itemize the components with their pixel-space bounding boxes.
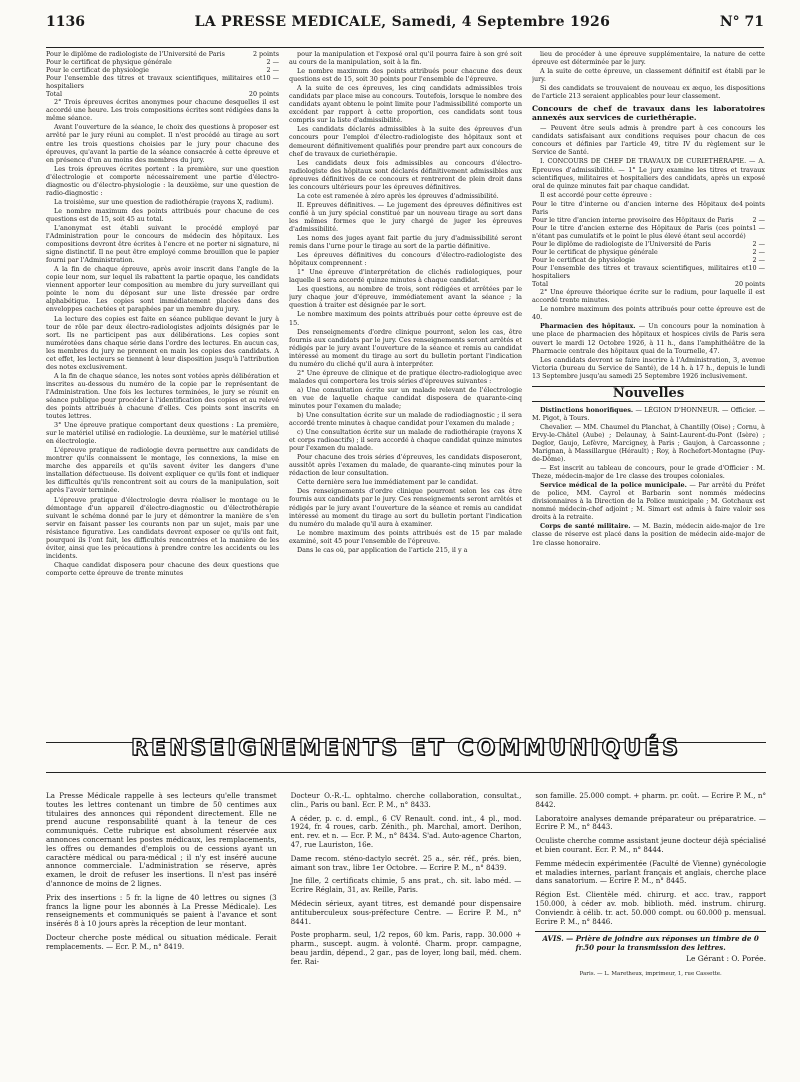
renseignements-title: RENSEIGNEMENTS ET COMMUNIQUÉS [130, 736, 681, 761]
points-value: 2 points [252, 50, 279, 58]
classifieds-column-1 [46, 792, 277, 1070]
classifieds-column-2 [291, 792, 522, 1070]
points-row [46, 50, 279, 58]
article-paragraph: Avant l'ouverture de la séance, le choix des questions à proposer est arrêté par le jury réuni au complet. Il n'est procédé au tirage au sort entre les trois questions choisies par le jury pour chacune des épreuves, qu'avant la partie de la séance consacrée à cette épreuve et en présence d'un au moins des membres du jury. [46, 123, 279, 164]
article-paragraph: Le nombre maximum des points attribués est de 15 par malade examiné, soit 45 pour l'ensemble de l'épreuve. [289, 528, 522, 545]
article-paragraph: Le nombre maximum des points attribués pour cette épreuve est de 40. [532, 305, 765, 322]
points-row [46, 58, 279, 66]
article-paragraph: Les épreuves définitives du concours d'électro-radiologiste des hôpitaux comprennent : [289, 251, 522, 268]
classified-ad: Poste propharm. seul, 1/2 repos, 60 km. Paris, rapp. 30.000 + pharm., suscept. augm. à volonté. Charm. propr. campagne, beau jardin, dépend., 2 gar., pas de loyer, long bail, méd. chem. fer. Rai- [290, 930, 522, 966]
points-label: Pour le diplôme de radiologiste de l'Université de Paris [532, 239, 711, 248]
article-paragraph: Les questions, au nombre de trois, sont rédigées et arrêtées par le jury chaque jour d'épreuve, immédiatement avant la séance ; la question à traiter est désignée par le sort. [289, 285, 522, 310]
distinctions-text-2: Chevalier. — MM. Chaumel du Planchat, à Chantilly (Oise) ; Cornu, à Ervy-le-Châtel (Aube) ; Delaunay, à Saint-Laurent-du-Pont (Isère) ; Deglor, Gaujo, Lefèvre, Marcigney, à Paris ; Gaujon, à Carcassonne ; Marignan, à Massillargue (Hérault) ; Roy, à Rochefort-Montagne (Puy-de-Dôme). [532, 422, 765, 464]
printer-line: Paris. — L. Maretheux, imprimeur, 1, rue Cassette. [579, 970, 722, 977]
distinctions-text: — LÉGION D'HONNEUR. — Officier. — M. Pigot, à Tours. [532, 405, 765, 422]
points-row [532, 256, 765, 264]
article-paragraph: Cette dernière sera lue immédiatement par le candidat. [297, 478, 479, 487]
sante-text: — M. Bazin, médecin aide-major de 1re classe de réserve est placé dans la position de médecin aide-major de 1re classe honoraire. [532, 522, 765, 547]
article-paragraph: A la suite de ces épreuves, les cinq candidats admissibles trois candidats par place mise au concours. Toutefois, lorsque le nombre des candidats ayant obtenu le point limite pour l'admissibilité comporte un excédent par rapport à cette proportion, ces candidats sont tous compris sur la liste d'admissibilité. [289, 84, 522, 125]
article-paragraph: Les trois épreuves écrites portent : la première, sur une question d'électrologie et comporte nécessairement une partie d'électro-diagnostic ou d'électro-physiologie : la deuxième, sur une question de radio-diagnostic : [46, 164, 279, 197]
article-paragraph: I. CONCOURS DE CHEF DE TRAVAUX DE CURIETHÉRAPIE. — A. Epreuves d'admissibilité. — 1° Le jury examine les titres et travaux scientifiques, militaires et hospitaliers des candidats, après un exposé oral de quinze minutes fait par chaque candidat. [532, 157, 765, 190]
article-paragraph: L'anonymat est établi suivant le procédé employé par l'Administration pour le concours de médecin des hôpitaux. Les compositions devront être écrites à l'encre et ne porter ni signature, ni signe distinctif. Il ne peut être employé comme brouillon que le papier fourni par l'Administration. [46, 223, 279, 265]
points-value: 10 — [262, 74, 279, 83]
pharmacien-heading: Pharmacien des hôpitaux. [540, 322, 636, 331]
article-paragraph: A la fin de chaque épreuve, après avoir inscrit dans l'angle de la copie leur nom, sur lequel ils rabattent la partie opaque, les candidats viennent apporter leur composition au membre du jury surveillant qui pointe le nom du déposant sur une liste dressée par ordre alphabétique. Les copies sont immédiatement placées dans des enveloppes cachetées et paraphées par un membre du jury. [46, 265, 279, 314]
classified-ad: Région Est. Clientèle méd. chirurg. et acc. trav., rapport 150.000, à céder av. mob. biblioth. méd. instrum. chirurg. Conviendr. à célib. tr. act. 50.000 compt. ou 60.000 p. mensual. Ecrire P. M., n° 8446. [535, 890, 766, 926]
points-label: Pour le certificat de physique générale [46, 58, 172, 67]
points-label: Pour le titre d'ancien interne provisoire des Hôpitaux de Paris [532, 215, 734, 224]
article-paragraph: Chaque candidat disposera pour chacune des deux questions que comporte cette épreuve de trente minutes [46, 560, 279, 577]
page-number: 1136 [46, 14, 85, 30]
points-label: Total [46, 90, 63, 99]
classified-ad: A céder, p. c. d. empl., 6 CV Renault. cond. int., 4 pl., mod. 1924, fr. 4 roues, carb. Zénith., ph. Marchal, amort. Derihon, ent. rev. et n. — Ecr. P. M., n° 8434. S'ad. Auto-agence Charton, 47, rue Lauriston, 16e. [290, 813, 522, 849]
points-value: 2 — [266, 66, 279, 75]
article-paragraph: lieu de procéder à une épreuve supplémentaire, la nature de cette épreuve est déterminée par le jury. [532, 50, 765, 67]
points-label: Total [532, 280, 549, 289]
article-paragraph: La troisième, sur une question de radiothérapie (rayons X, radium). [54, 197, 274, 206]
page-header [46, 14, 764, 48]
gerant-signature: Le Gérant : O. Porée. [686, 953, 766, 963]
column-1 [46, 50, 279, 740]
article-paragraph: Si des candidats se trouvaient de nouveau ex æquo, les dispositions de l'article 213 seraient applicables pour leur classement. [532, 84, 765, 101]
article-paragraph: Les candidats deux fois admissibles au concours d'électro-radiologiste des hôpitaux sont déclarés définitivement admissibles aux épreuves définitives de ce concours et rentreront de plein droit dans les concours ultérieurs pour les épreuves définitives. [289, 158, 522, 191]
upper-columns [46, 50, 766, 740]
column-2 [289, 50, 522, 740]
nouvelles-title: Nouvelles [532, 386, 765, 402]
article-paragraph: Dans le cas où, par application de l'article 215, il y a [297, 545, 468, 554]
article-paragraph: pour la manipulation et l'exposé oral qu'il pourra faire à son gré soit au cours de la manipulation, soit à la fin. [289, 50, 522, 67]
points-value: 20 points [248, 90, 279, 99]
article-paragraph: Des renseignements d'ordre clinique pourront, selon les cas, être fournis aux candidats par le jury. Ces renseignements seront arrêtés et rédigés par le jury avant l'ouverture de la séance et remis au candidat intéressé au moment du tirage au sort du bulletin portant l'indication du numéro du cliché qu'il aura à interpréter. [289, 327, 522, 368]
points-label: Pour le certificat de physiologie [46, 66, 149, 75]
points-value: 2 — [752, 256, 765, 265]
points-row [532, 280, 765, 288]
article-paragraph: b) Une consultation écrite sur un malade de radiodiagnostic ; il sera accordé trente minutes à chaque candidat pour l'examen du malade ; [289, 411, 522, 428]
classified-ad: Jne fille, 2 certificats chimie, 5 ans prat., ch. sit. labo méd. — Ecrire Réglain, 31, av. Reille, Paris. [290, 876, 522, 895]
article-paragraph: L'épreuve pratique de radiologie devra permettre aux candidats de montrer qu'ils connaissent le montage, les connexions, la mise en marche des appareils et qu'ils savent éviter les dangers d'une installation défectueuse. Ils doivent expliquer ce qu'ils font et indiquer les difficultés qu'ils rencontrent soit au cours de la manipulation, soit après l'avoir terminée. [46, 446, 279, 495]
points-row [532, 200, 765, 216]
article-paragraph: A la suite de cette épreuve, un classement définitif est établi par le jury. [532, 67, 765, 84]
article-paragraph: 1° Une épreuve d'interprétation de clichés radiologiques, pour laquelle il sera accordé quinze minutes à chaque candidat. [289, 268, 522, 285]
section-divider-2 [46, 772, 766, 773]
classified-ad: Médecin sérieux, ayant titres, est demandé pour dispensaire antituberculeux sous-préfecture Centre. — Ecrire P. M., n° 8441. [290, 898, 522, 926]
points-row [46, 66, 279, 74]
classifieds-column-3 [535, 792, 766, 1070]
points-value: 4 points [738, 199, 765, 208]
points-label: Pour le certificat de physiologie [532, 256, 635, 265]
article-paragraph: 2° Une épreuve théorique écrite sur le radium, pour laquelle il est accordé trente minutes. [532, 288, 765, 305]
article-paragraph: La lecture des copies est faite en séance publique devant le jury à tour de rôle par deux électro-radiologistes adjoints désignés par le sort. Ils ne participent pas aux délibérations. Les copies sont numérotées dans chaque série dans l'ordre des lectures. En aucun cas, les membres du jury ne prennent en main les copies des candidats. A cet effet, les lecteurs se tiennent à leur disposition jusqu'à l'attribution des notes exclusivement. [46, 314, 279, 371]
concours-heading: Concours de chef de travaux dans les laboratoires annexés aux services de curiethérapie. [532, 104, 765, 123]
article-paragraph: L'épreuve pratique d'électrologie devra réaliser le montage ou le démontage d'un appareil d'électro-diagnostic ou d'électrothérapie suivant le schéma donné par le jury et démontrer la manière de s'en servir en faisant passer les courants non par un sujet, mais par une résistance figurative. Les candidats devront exposer ce qu'ils ont fait, pourquoi ils l'ont fait, les difficultés rencontrées et la manière de les éviter, ainsi que les précautions à prendre contre les accidents ou les incidents. [46, 495, 279, 560]
classified-ad: Femme médecin expérimentée (Faculté de Vienne) gynécologie et maladies internes, parlant français et anglais, cherche place dans sanatorium. — Ecrire P. M., n° 8445. [535, 858, 766, 886]
classified-ad: Laboratoire analyses demande préparateur ou préparatrice. — Ecrire P. M., n° 8443. [535, 813, 766, 832]
points-label: Pour l'ensemble des titres et travaux scientifiques, militaires et hospitaliers [46, 74, 263, 91]
points-label: Pour le titre d'ancien externe des Hôpitaux de Paris (ces points n'étant pas cumulatifs et le point le plus élevé étant seul accordé) [532, 223, 753, 240]
classified-ad: La Presse Médicale rappelle à ses lecteurs qu'elle transmet toutes les lettres contenant un timbre de 50 centimes aux titulaires des annonces qui répondent directement. Elle ne prend aucune responsabilité quant à la teneur de ces communiqués. Cette rubrique est absolument réservée aux annonces concernant les postes médicaux, les remplacements, les offres ou demandes d'emplois ou de cessions ayant un caractère médical ou para-médical ; il n'y est inséré aucune annonce commerciale. L'administration se réserve, après examen, le droit de refuser les insertions. Il n'est pas inséré d'annonce de moins de 2 lignes. [46, 792, 277, 888]
avis-notice: AVIS. — Prière de joindre aux réponses un timbre de 0 fr.50 pour la transmission des lettres. [535, 931, 766, 953]
article-paragraph: Le nombre maximum des points attribués pour cette épreuve est de 15. [289, 310, 522, 327]
pharmacien-text: — Un concours pour la nomination à une place de pharmacien des hôpitaux et hospices civils de Paris sera ouvert le mardi 12 Octobre 1926, à 11 h., dans l'amphithéâtre de la Pharmacie centrale des hôpitaux quai de la Tournelle, 47. [532, 322, 765, 355]
points-label: Pour le diplôme de radiologiste de l'Université de Paris [46, 50, 225, 58]
article-paragraph: Les noms des juges ayant fait partie du jury d'admissibilité seront remis dans l'urne pour le tirage au sort de la partie définitive. [289, 234, 522, 251]
distinctions-text-3: — Est inscrit au tableau de concours, pour le grade d'Officier : M. Theze, médecin-major de 1re classe des troupes coloniales. [532, 464, 765, 481]
classified-ad: Docteur O.-R.-L. ophtalmo. cherche collaboration, consultat., clin., Paris ou banl. Ecr. P. M., n° 8433. [290, 792, 522, 809]
article-paragraph: a) Une consultation écrite sur un malade relevant de l'électrologie en vue de laquelle chaque candidat disposera de quarante-cinq minutes pour l'examen du malade; [289, 385, 522, 410]
article-paragraph: II. Epreuves définitives. — Le jugement des épreuves définitives est confié à un jury spécial constitué par un nouveau tirage au sort dans les mêmes formes que le jury chargé de juger les épreuves d'admissibilité. [289, 200, 522, 233]
article-paragraph: 3° Une épreuve pratique comportant deux questions : La première, sur le matériel utilisé en radiologie. La deuxième, sur le matériel utilisé en électrologie. [46, 421, 279, 446]
classified-ad: Prix des insertions : 5 fr. la ligne de 40 lettres ou signes (3 francs la ligne pour les abonnés à La Presse Médicale). Les renseignements et communiqués se paient à l'avance et sont insérés 8 à 10 jours après la réception de leur montant. [46, 892, 277, 929]
column-3 [532, 50, 765, 740]
police-text: — Par arrêté du Préfet de police, MM. Cayrol et Barbarin sont nommés médecins divisionnaires à la Direction de la Police municipale ; M. Gotchaux est nommé médecin-chef adjoint ; M. Simart est admis à faire valoir ses droits à la retraite. [532, 481, 765, 522]
article-paragraph: Pour chacune des trois séries d'épreuves, les candidats disposeront, aussitôt après l'examen du malade, de quarante-cinq minutes pour la rédaction de leur consultation. [289, 453, 522, 478]
classified-ad: Docteur cherche poste médical ou situation médicale. Ferait remplacements. — Ecr. P. M., n° 8419. [46, 932, 277, 951]
classified-ad: Dame recom. sténo-dactylo secrét. 25 a., sér. réf., prés. bien, aimant son trav., libre 1er Octobre. — Ecrire P. M., n° 8439. [290, 853, 522, 872]
article-paragraph: A la fin de chaque séance, les notes sont votées après délibération et inscrites au-dessous du numéro de la copie par le représentant de l'Administration. Une fois les lectures terminées, le jury se réunit en séance publique pour procéder à l'identification des copies et au relevé des points attribués à chacune d'elles. Ces points sont inscrits en toutes lettres. [46, 371, 279, 421]
points-value: 2 — [752, 215, 765, 224]
sante-heading: Corps de santé militaire. [540, 522, 631, 531]
police-heading: Service médical de la police municipale. [540, 481, 687, 490]
article-paragraph: Le nombre maximum des points attribués pour chacune des deux questions est de 15, soit 30 points pour l'ensemble de l'épreuve. [289, 67, 522, 84]
article-paragraph: La cote est ramenée à zéro après les épreuves d'admissibilité. [297, 191, 499, 200]
points-row [532, 264, 765, 280]
points-label: Pour le titre d'interne ou d'ancien interne des Hôpitaux de Paris [532, 199, 739, 216]
classified-ad: Oculiste cherche comme assistant jeune docteur déjà spécialisé et bien courant. Ecr. P. M., n° 8444. [535, 836, 766, 854]
points-value: 20 points [734, 280, 765, 289]
article-paragraph: c) Une consultation écrite sur un malade de radiothérapie (rayons X et corps radioactifs) ; il sera accordé à chaque candidat quinze minutes pour l'examen du malade. [289, 428, 522, 453]
points-label: Pour le certificat de physique générale [532, 247, 658, 256]
issue-number: N° 71 [719, 14, 764, 30]
article-paragraph: Il est accordé pour cette épreuve : [540, 190, 652, 199]
points-row [532, 224, 765, 240]
article-paragraph: 2° Une épreuve de clinique et de pratique électro-radiologique avec malades qui comportera les trois séries d'épreuves suivantes : [289, 368, 522, 385]
classifieds-section [46, 792, 766, 1070]
points-label: Pour l'ensemble des titres et travaux scientifiques, militaires et hospitaliers [532, 264, 749, 281]
points-row [46, 74, 279, 90]
points-row [46, 90, 279, 98]
points-row [532, 240, 765, 248]
points-value: 2 — [752, 247, 765, 256]
article-paragraph: Le nombre maximum des points attribués pour chacune de ces questions est de 15, soit 45 au total. [46, 206, 279, 223]
points-row [532, 216, 765, 224]
pharmacien-text-2: Les candidats devront se faire inscrire à l'Administration, 3, avenue Victoria (bureau du Service de Santé), de 14 h. à 17 h., depuis le lundi 13 Septembre jusqu'au samedi 25 Septembre 1926 inclusivement. [532, 355, 765, 380]
article-paragraph: Les candidats déclarés admissibles à la suite des épreuves d'un concours pour l'emploi d'électro-radiologiste des hôpitaux sont et demeurent définitivement qualifiés pour prendre part aux concours de chef de travaux de curiethérapie. [289, 125, 522, 158]
points-value: 2 — [266, 58, 279, 67]
points-value: 1 — [752, 223, 765, 232]
article-paragraph: Des renseignements d'ordre clinique pourront selon les cas être fournis aux candidats par le jury. Ces renseignements seront arrêtés et rédigés par le jury avant l'ouverture de la séance et remis au candidat intéressé au moment du tirage au sort du bulletin portant l'indication du numéro du malade qu'il aura à examiner. [289, 487, 522, 528]
classified-ad: son famille. 25.000 compt. + pharm. pr. coût. — Ecrire P. M., n° 8442. [535, 792, 766, 809]
points-value: 10 — [748, 264, 765, 273]
article-paragraph: 2° Trois épreuves écrites anonymes pour chacune desquelles il est accordé une heure. Les trois compositions écrites sont rédigées dans la même séance. [46, 98, 279, 123]
article-paragraph: — Peuvent être seuls admis à prendre part à ces concours les candidats satisfaisant aux conditions requises pour chacun de ces concours et définies par l'article 49, titre IV du règlement sur le Service de Santé. [532, 124, 765, 157]
points-value: 2 — [752, 239, 765, 248]
journal-title: LA PRESSE MEDICALE, Samedi, 4 Septembre 1926 [194, 14, 611, 30]
distinctions-heading: Distinctions honorifiques. [540, 405, 634, 414]
points-row [532, 248, 765, 256]
